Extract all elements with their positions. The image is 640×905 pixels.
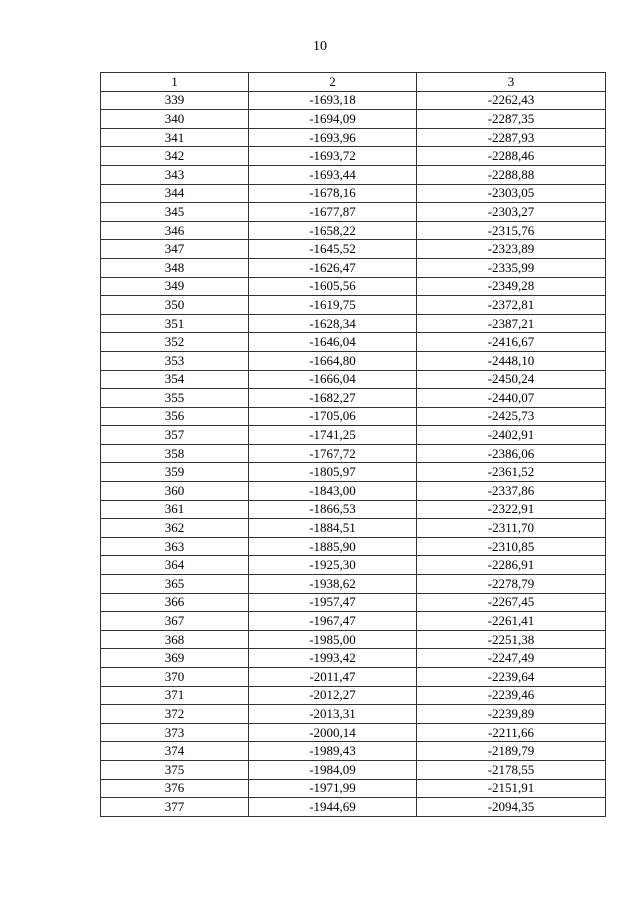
- table-cell-col-2: -1971,99: [249, 779, 417, 798]
- table-cell-col-3: -2386,06: [417, 444, 606, 463]
- table-cell-col-3: -2323,89: [417, 240, 606, 259]
- table-cell-col-3: -2189,79: [417, 742, 606, 761]
- table-cell-col-1: 355: [101, 389, 249, 408]
- table-row: [101, 630, 606, 649]
- table-cell-col-1: 346: [101, 221, 249, 240]
- table-cell-col-1: 367: [101, 612, 249, 631]
- column-header-3: 3: [417, 73, 606, 92]
- table-row: [101, 351, 606, 370]
- table-cell-col-3: -2337,86: [417, 482, 606, 501]
- table-cell-col-1: 354: [101, 370, 249, 389]
- table-cell-col-1: 341: [101, 128, 249, 147]
- table-row: [101, 575, 606, 594]
- table-row: [101, 593, 606, 612]
- table-cell-col-1: 362: [101, 519, 249, 538]
- table-row: [101, 537, 606, 556]
- table-row: [101, 760, 606, 779]
- table-row: [101, 221, 606, 240]
- table-cell-col-2: -2000,14: [249, 723, 417, 742]
- table-cell-col-3: -2151,91: [417, 779, 606, 798]
- table-cell-col-1: 344: [101, 184, 249, 203]
- column-header-2: 2: [249, 73, 417, 92]
- table-cell-col-2: -1944,69: [249, 798, 417, 817]
- table-row: [101, 742, 606, 761]
- table-row: [101, 426, 606, 445]
- table-cell-col-1: 377: [101, 798, 249, 817]
- table-cell-col-3: -2402,91: [417, 426, 606, 445]
- table-cell-col-2: -1984,09: [249, 760, 417, 779]
- table-cell-col-2: -1925,30: [249, 556, 417, 575]
- table-cell-col-3: -2211,66: [417, 723, 606, 742]
- table-cell-col-2: -1957,47: [249, 593, 417, 612]
- table-cell-col-2: -1693,72: [249, 147, 417, 166]
- table-cell-col-3: -2387,21: [417, 314, 606, 333]
- table-cell-col-3: -2448,10: [417, 351, 606, 370]
- table-cell-col-1: 357: [101, 426, 249, 445]
- table-cell-col-2: -1884,51: [249, 519, 417, 538]
- table-cell-col-1: 342: [101, 147, 249, 166]
- table-row: [101, 333, 606, 352]
- table-cell-col-2: -1626,47: [249, 258, 417, 277]
- table-cell-col-3: -2335,99: [417, 258, 606, 277]
- table-cell-col-3: -2287,35: [417, 110, 606, 129]
- table-cell-col-1: 363: [101, 537, 249, 556]
- table-cell-col-1: 360: [101, 482, 249, 501]
- table-cell-col-1: 361: [101, 500, 249, 519]
- header-row: [101, 73, 606, 92]
- table-cell-col-1: 359: [101, 463, 249, 482]
- table-row: [101, 128, 606, 147]
- table-cell-col-2: -1619,75: [249, 296, 417, 315]
- table-cell-col-3: -2416,67: [417, 333, 606, 352]
- table-cell-col-1: 375: [101, 760, 249, 779]
- table-row: [101, 482, 606, 501]
- column-header-1: 1: [101, 73, 249, 92]
- table-cell-col-2: -1985,00: [249, 630, 417, 649]
- table-cell-col-1: 345: [101, 203, 249, 222]
- table-cell-col-2: -1658,22: [249, 221, 417, 240]
- table-body: [101, 91, 606, 816]
- table-cell-col-2: -1843,00: [249, 482, 417, 501]
- table-cell-col-3: -2315,76: [417, 221, 606, 240]
- table-cell-col-2: -1678,16: [249, 184, 417, 203]
- table-row: [101, 370, 606, 389]
- table-cell-col-3: -2239,64: [417, 668, 606, 687]
- table-cell-col-2: -1885,90: [249, 537, 417, 556]
- coordinates-table: [100, 72, 606, 817]
- table-cell-col-2: -1741,25: [249, 426, 417, 445]
- table-row: [101, 296, 606, 315]
- table-cell-col-1: 348: [101, 258, 249, 277]
- table-cell-col-1: 350: [101, 296, 249, 315]
- table-row: [101, 668, 606, 687]
- table-row: [101, 277, 606, 296]
- table-cell-col-3: -2247,49: [417, 649, 606, 668]
- table-row: [101, 110, 606, 129]
- table-cell-col-2: -1989,43: [249, 742, 417, 761]
- table-cell-col-2: -2011,47: [249, 668, 417, 687]
- table-cell-col-3: -2178,55: [417, 760, 606, 779]
- table-cell-col-2: -1693,18: [249, 91, 417, 110]
- table-cell-col-1: 364: [101, 556, 249, 575]
- table-cell-col-1: 349: [101, 277, 249, 296]
- table-row: [101, 258, 606, 277]
- table-row: [101, 165, 606, 184]
- table-cell-col-1: 371: [101, 686, 249, 705]
- table-cell-col-3: -2287,93: [417, 128, 606, 147]
- table-cell-col-3: -2094,35: [417, 798, 606, 817]
- table-row: [101, 389, 606, 408]
- table-row: [101, 407, 606, 426]
- table-cell-col-2: -1646,04: [249, 333, 417, 352]
- table-cell-col-1: 358: [101, 444, 249, 463]
- table-cell-col-1: 356: [101, 407, 249, 426]
- table-cell-col-2: -1645,52: [249, 240, 417, 259]
- table-cell-col-3: -2361,52: [417, 463, 606, 482]
- table-cell-col-2: -1682,27: [249, 389, 417, 408]
- table-cell-col-1: 339: [101, 91, 249, 110]
- table-cell-col-1: 369: [101, 649, 249, 668]
- table-cell-col-3: -2286,91: [417, 556, 606, 575]
- table-cell-col-2: -2013,31: [249, 705, 417, 724]
- table-cell-col-3: -2261,41: [417, 612, 606, 631]
- page-number: 10: [313, 39, 327, 54]
- table-cell-col-3: -2278,79: [417, 575, 606, 594]
- table-cell-col-2: -1993,42: [249, 649, 417, 668]
- table-cell-col-3: -2303,27: [417, 203, 606, 222]
- table-cell-col-3: -2372,81: [417, 296, 606, 315]
- table-cell-col-3: -2288,46: [417, 147, 606, 166]
- table-row: [101, 444, 606, 463]
- table-cell-col-3: -2251,38: [417, 630, 606, 649]
- table-cell-col-2: -1705,06: [249, 407, 417, 426]
- table-cell-col-1: 365: [101, 575, 249, 594]
- table-cell-col-2: -1605,56: [249, 277, 417, 296]
- table-cell-col-1: 353: [101, 351, 249, 370]
- table-row: [101, 686, 606, 705]
- table-cell-col-3: -2310,85: [417, 537, 606, 556]
- table-cell-col-3: -2267,45: [417, 593, 606, 612]
- table-row: [101, 779, 606, 798]
- table-cell-col-1: 340: [101, 110, 249, 129]
- table-row: [101, 705, 606, 724]
- table-cell-col-2: -1677,87: [249, 203, 417, 222]
- table-cell-col-1: 368: [101, 630, 249, 649]
- table-cell-col-1: 372: [101, 705, 249, 724]
- table-cell-col-2: -1694,09: [249, 110, 417, 129]
- table-cell-col-1: 374: [101, 742, 249, 761]
- table-cell-col-3: -2239,46: [417, 686, 606, 705]
- table-cell-col-3: -2450,24: [417, 370, 606, 389]
- table-cell-col-2: -1967,47: [249, 612, 417, 631]
- table-cell-col-2: -1666,04: [249, 370, 417, 389]
- table-cell-col-1: 366: [101, 593, 249, 612]
- table-cell-col-2: -1693,96: [249, 128, 417, 147]
- table-row: [101, 723, 606, 742]
- table-row: [101, 649, 606, 668]
- table-cell-col-1: 347: [101, 240, 249, 259]
- table-row: [101, 184, 606, 203]
- table-cell-col-1: 352: [101, 333, 249, 352]
- table-cell-col-3: -2322,91: [417, 500, 606, 519]
- table-cell-col-2: -1866,53: [249, 500, 417, 519]
- table-cell-col-2: -1664,80: [249, 351, 417, 370]
- table-cell-col-2: -1693,44: [249, 165, 417, 184]
- table-row: [101, 147, 606, 166]
- table-cell-col-1: 373: [101, 723, 249, 742]
- table-cell-col-2: -1767,72: [249, 444, 417, 463]
- table-row: [101, 500, 606, 519]
- table-cell-col-2: -1628,34: [249, 314, 417, 333]
- table-row: [101, 314, 606, 333]
- table-row: [101, 612, 606, 631]
- table-cell-col-2: -1805,97: [249, 463, 417, 482]
- table-cell-col-1: 343: [101, 165, 249, 184]
- table-cell-col-1: 370: [101, 668, 249, 687]
- table-row: [101, 240, 606, 259]
- table-cell-col-3: -2349,28: [417, 277, 606, 296]
- table-row: [101, 556, 606, 575]
- table-row: [101, 203, 606, 222]
- table-cell-col-1: 376: [101, 779, 249, 798]
- table-row: [101, 798, 606, 817]
- table-header: [101, 73, 606, 92]
- table-cell-col-3: -2262,43: [417, 91, 606, 110]
- table-cell-col-3: -2440,07: [417, 389, 606, 408]
- table-cell-col-3: -2303,05: [417, 184, 606, 203]
- table-cell-col-3: -2288,88: [417, 165, 606, 184]
- table-cell-col-3: -2311,70: [417, 519, 606, 538]
- table-row: [101, 91, 606, 110]
- table-cell-col-2: -1938,62: [249, 575, 417, 594]
- table-cell-col-1: 351: [101, 314, 249, 333]
- table-row: [101, 519, 606, 538]
- table-cell-col-3: -2239,89: [417, 705, 606, 724]
- table-row: [101, 463, 606, 482]
- table-cell-col-2: -2012,27: [249, 686, 417, 705]
- table-cell-col-3: -2425,73: [417, 407, 606, 426]
